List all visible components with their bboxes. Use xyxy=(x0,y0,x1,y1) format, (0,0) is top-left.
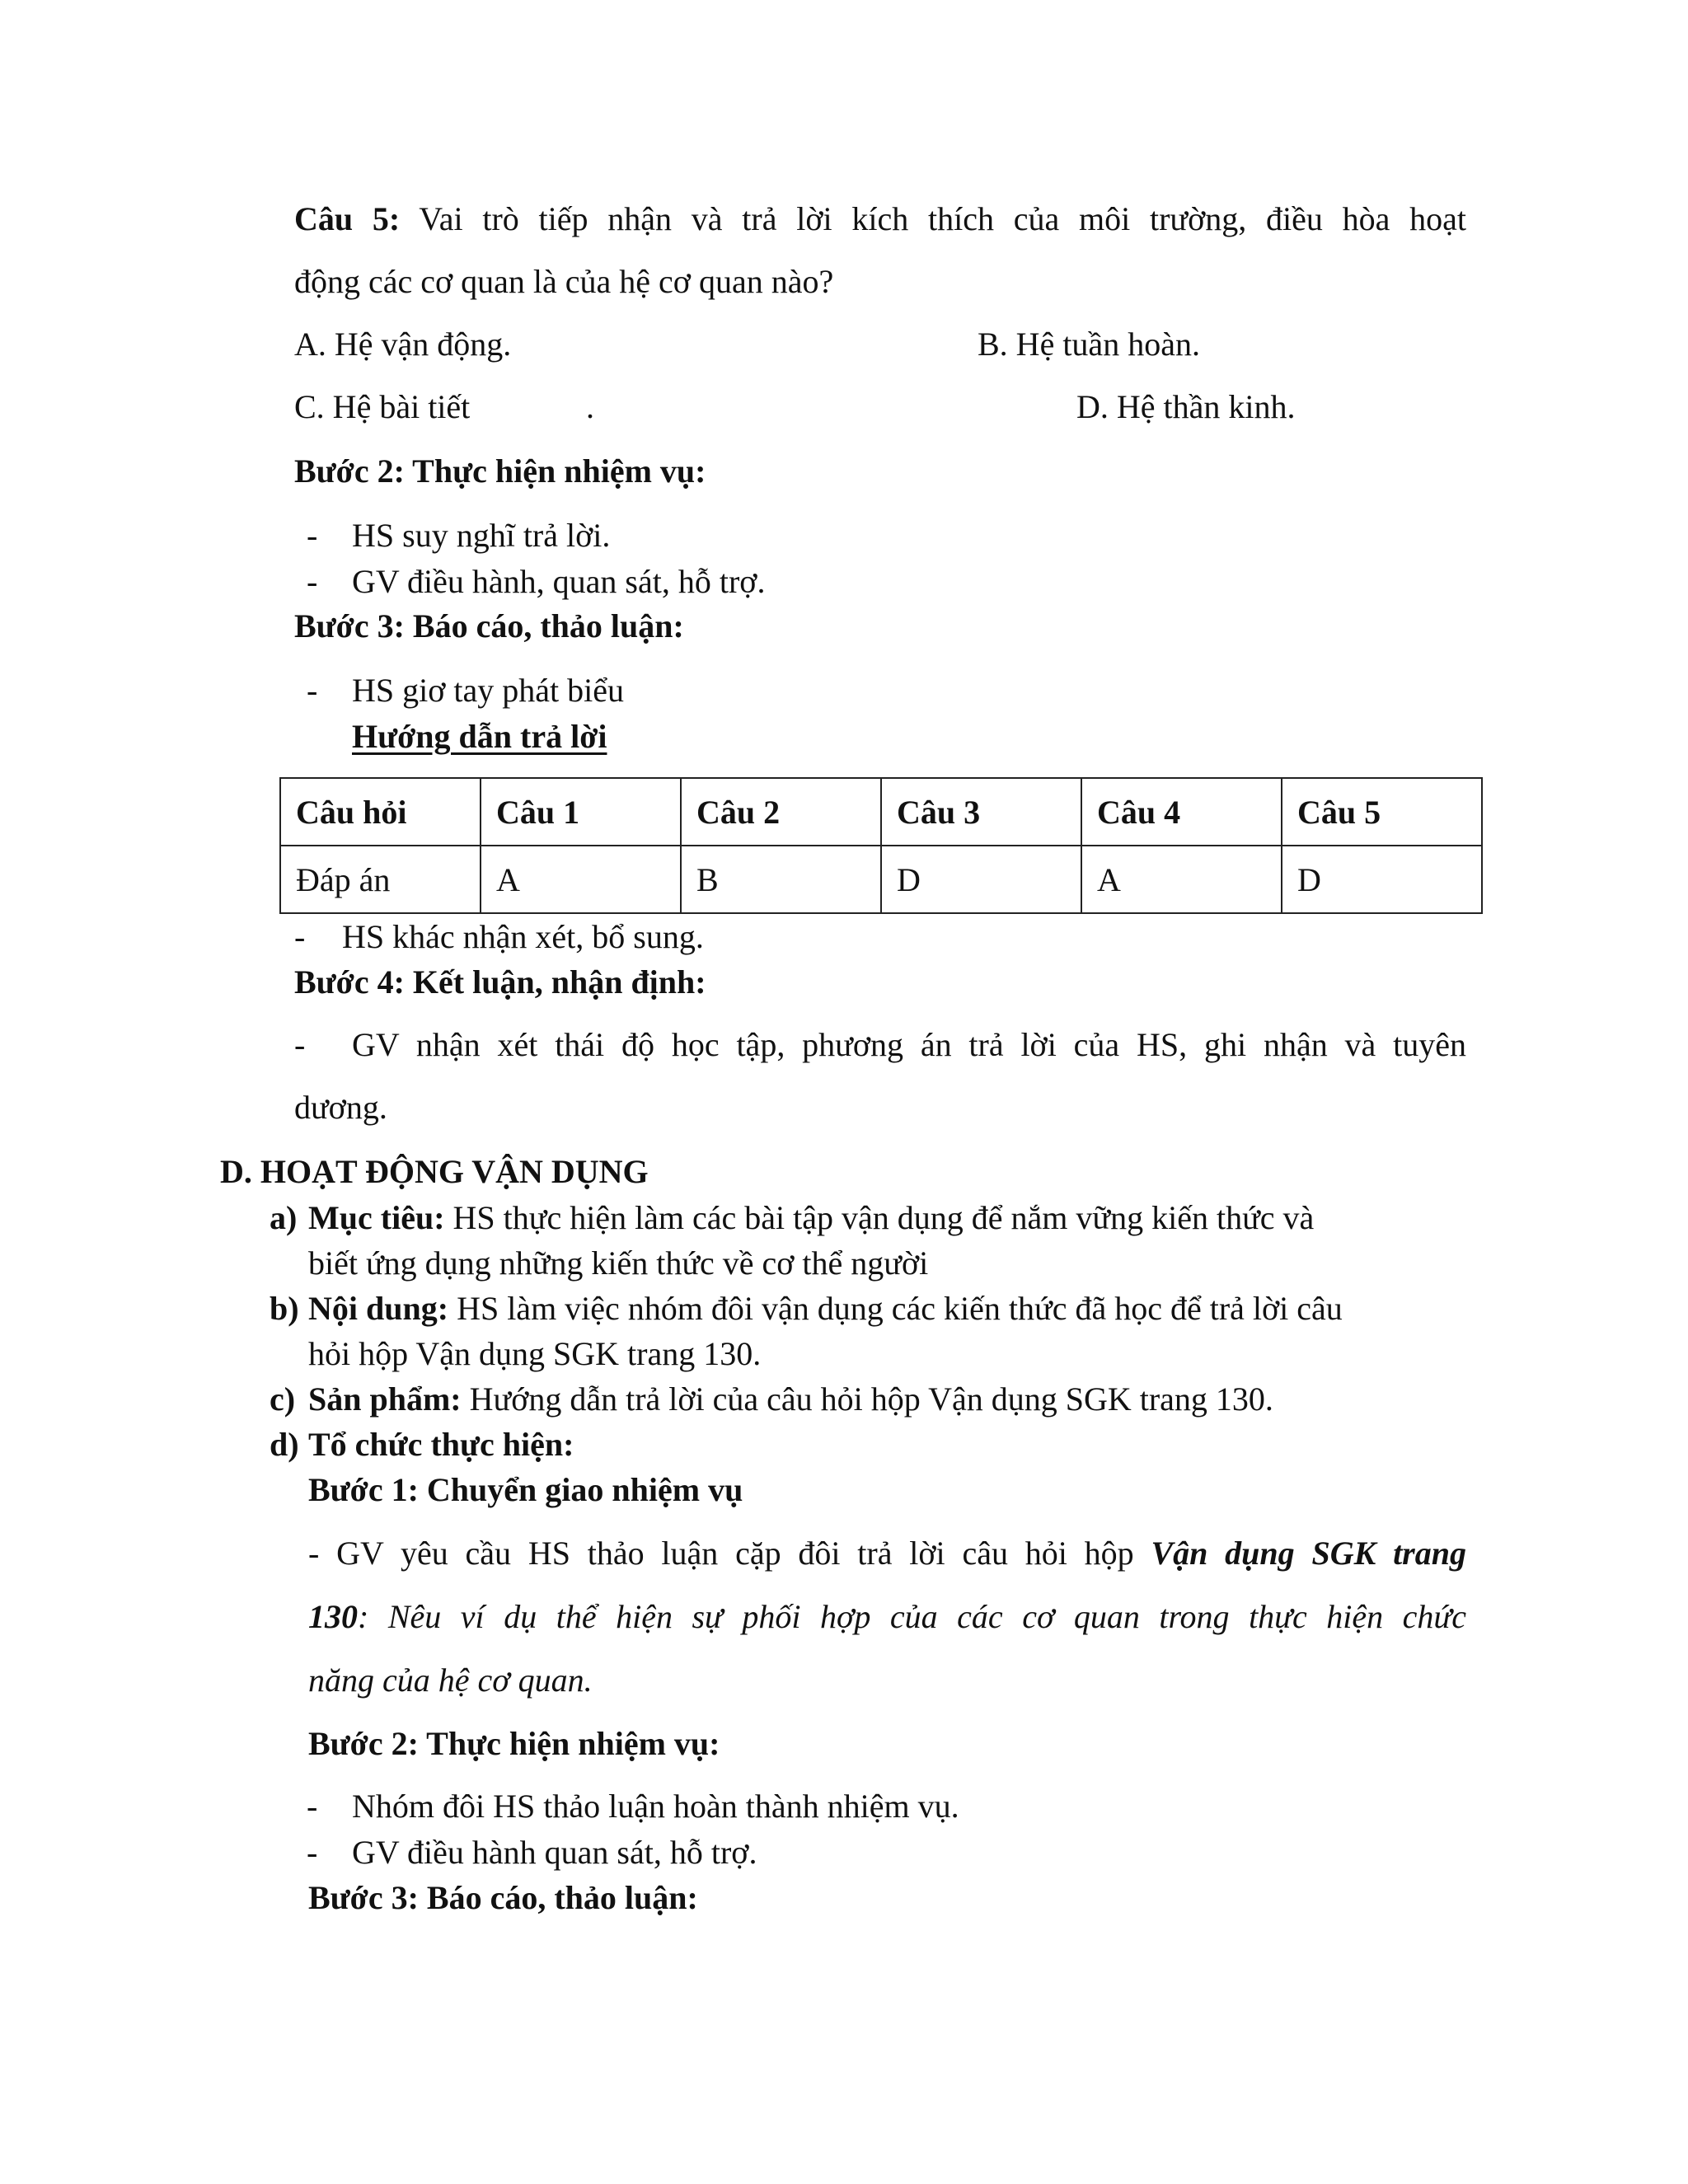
step-2-item-1: HS suy nghĩ trả lời. xyxy=(352,517,611,554)
table-cell: D xyxy=(1282,846,1482,913)
d-step-2-bullet-2: - xyxy=(307,1834,318,1871)
step-4-line-1: GV nhận xét thái độ học tập, phương án trả lời của HS, ghi nhận và tuyên xyxy=(352,1026,1466,1063)
item-b-marker: b) xyxy=(270,1290,299,1327)
d-step-2-title: Bước 2: Thực hiện nhiệm vụ: xyxy=(308,1725,720,1762)
item-d-label: Tổ chức thực hiện: xyxy=(308,1426,574,1463)
question-5-line-2: động các cơ quan là của hệ cơ quan nào? xyxy=(294,263,834,300)
d-step-1-bold-page: 130 xyxy=(308,1598,358,1635)
d-step-1-title: Bước 1: Chuyển giao nhiệm vụ xyxy=(308,1471,743,1508)
item-c-marker: c) xyxy=(270,1380,296,1418)
item-a-line-1 xyxy=(308,1199,1315,1236)
d-step-1-bold-ref: Vận dụng SGK trang xyxy=(1151,1535,1466,1572)
answer-table-row xyxy=(280,846,1482,913)
d-step-3-title: Bước 3: Báo cáo, thảo luận: xyxy=(308,1879,698,1916)
d-step-1-lead: - GV yêu cầu HS thảo luận cặp đôi trả lời câu hỏi hộp xyxy=(308,1535,1151,1572)
table-cell: Đáp án xyxy=(280,846,481,913)
table-cell: A xyxy=(1081,846,1282,913)
after-table-text: HS khác nhận xét, bổ sung. xyxy=(342,918,704,955)
item-a-marker: a) xyxy=(270,1199,298,1236)
table-header-cell: Câu 4 xyxy=(1081,778,1282,846)
table-header-cell: Câu 1 xyxy=(481,778,681,846)
item-b-line-1 xyxy=(308,1292,1343,1325)
step-2-title: Bước 2: Thực hiện nhiệm vụ: xyxy=(294,452,706,490)
item-c-text: Hướng dẫn trả lời của câu hỏi hộp Vận dụng SGK trang 130. xyxy=(461,1380,1273,1418)
step-2-bullet-1: - xyxy=(307,517,318,554)
answer-guide-title: Hướng dẫn trả lời xyxy=(352,718,607,755)
d-step-2-item-2: GV điều hành quan sát, hỗ trợ. xyxy=(352,1834,757,1871)
question-5-text: Vai trò tiếp nhận và trả lời kích thích của môi trường, điều hòa hoạt xyxy=(400,200,1467,237)
item-b-label: Nội dung: xyxy=(308,1290,449,1327)
step-2-bullet-2: - xyxy=(307,563,318,600)
table-header-cell: Câu 2 xyxy=(681,778,881,846)
d-step-2-bullet-1: - xyxy=(307,1788,318,1825)
option-c-dot: . xyxy=(586,388,594,425)
question-5-line-1 xyxy=(294,200,1467,237)
table-cell: A xyxy=(481,846,681,913)
step-2-item-2: GV điều hành, quan sát, hỗ trợ. xyxy=(352,563,766,600)
option-a: A. Hệ vận động. xyxy=(294,326,512,363)
step-3-title: Bước 3: Báo cáo, thảo luận: xyxy=(294,607,684,644)
d-step-1-line-1 xyxy=(308,1537,1466,1570)
step-4-title: Bước 4: Kết luận, nhận định: xyxy=(294,963,706,1001)
item-d-marker: d) xyxy=(270,1426,299,1463)
item-c-line xyxy=(308,1380,1273,1418)
item-a-text: HS thực hiện làm các bài tập vận dụng để nắm vững kiến thức và xyxy=(444,1199,1315,1236)
table-header-cell: Câu 3 xyxy=(881,778,1081,846)
table-cell: B xyxy=(681,846,881,913)
step-4-bullet: - xyxy=(294,1026,306,1063)
item-a-line-2: biết ứng dụng những kiến thức về cơ thể người xyxy=(308,1244,929,1282)
step-4-line-2: dương. xyxy=(294,1089,387,1126)
answer-table xyxy=(279,777,1483,914)
d-step-1-line-3: năng của hệ cơ quan. xyxy=(308,1661,593,1699)
table-header-cell: Câu hỏi xyxy=(280,778,481,846)
after-table-bullet: - xyxy=(294,918,306,955)
item-b-text: HS làm việc nhóm đôi vận dụng các kiến thức đã học để trả lời câu xyxy=(448,1290,1343,1327)
item-b-line-2: hỏi hộp Vận dụng SGK trang 130. xyxy=(308,1335,762,1372)
d-step-1-line-2 xyxy=(308,1598,1466,1635)
step-3-bullet-1: - xyxy=(307,672,318,709)
d-step-1-question: : Nêu ví dụ thể hiện sự phối hợp của các cơ quan trong thực hiện chức xyxy=(358,1598,1466,1635)
d-step-2-item-1: Nhóm đôi HS thảo luận hoàn thành nhiệm vụ. xyxy=(352,1788,959,1825)
item-c-label: Sản phẩm: xyxy=(308,1380,462,1418)
option-c: C. Hệ bài tiết xyxy=(294,388,471,425)
item-a-label: Mục tiêu: xyxy=(308,1199,445,1236)
option-d: D. Hệ thần kinh. xyxy=(1076,388,1296,425)
answer-table-header-row xyxy=(280,778,1482,846)
table-cell: D xyxy=(881,846,1081,913)
option-b: B. Hệ tuần hoàn. xyxy=(978,326,1200,363)
section-d-title: D. HOẠT ĐỘNG VẬN DỤNG xyxy=(220,1153,649,1190)
question-5-label: Câu 5: xyxy=(294,200,401,237)
table-header-cell: Câu 5 xyxy=(1282,778,1482,846)
step-3-item-1: HS giơ tay phát biểu xyxy=(352,672,624,709)
